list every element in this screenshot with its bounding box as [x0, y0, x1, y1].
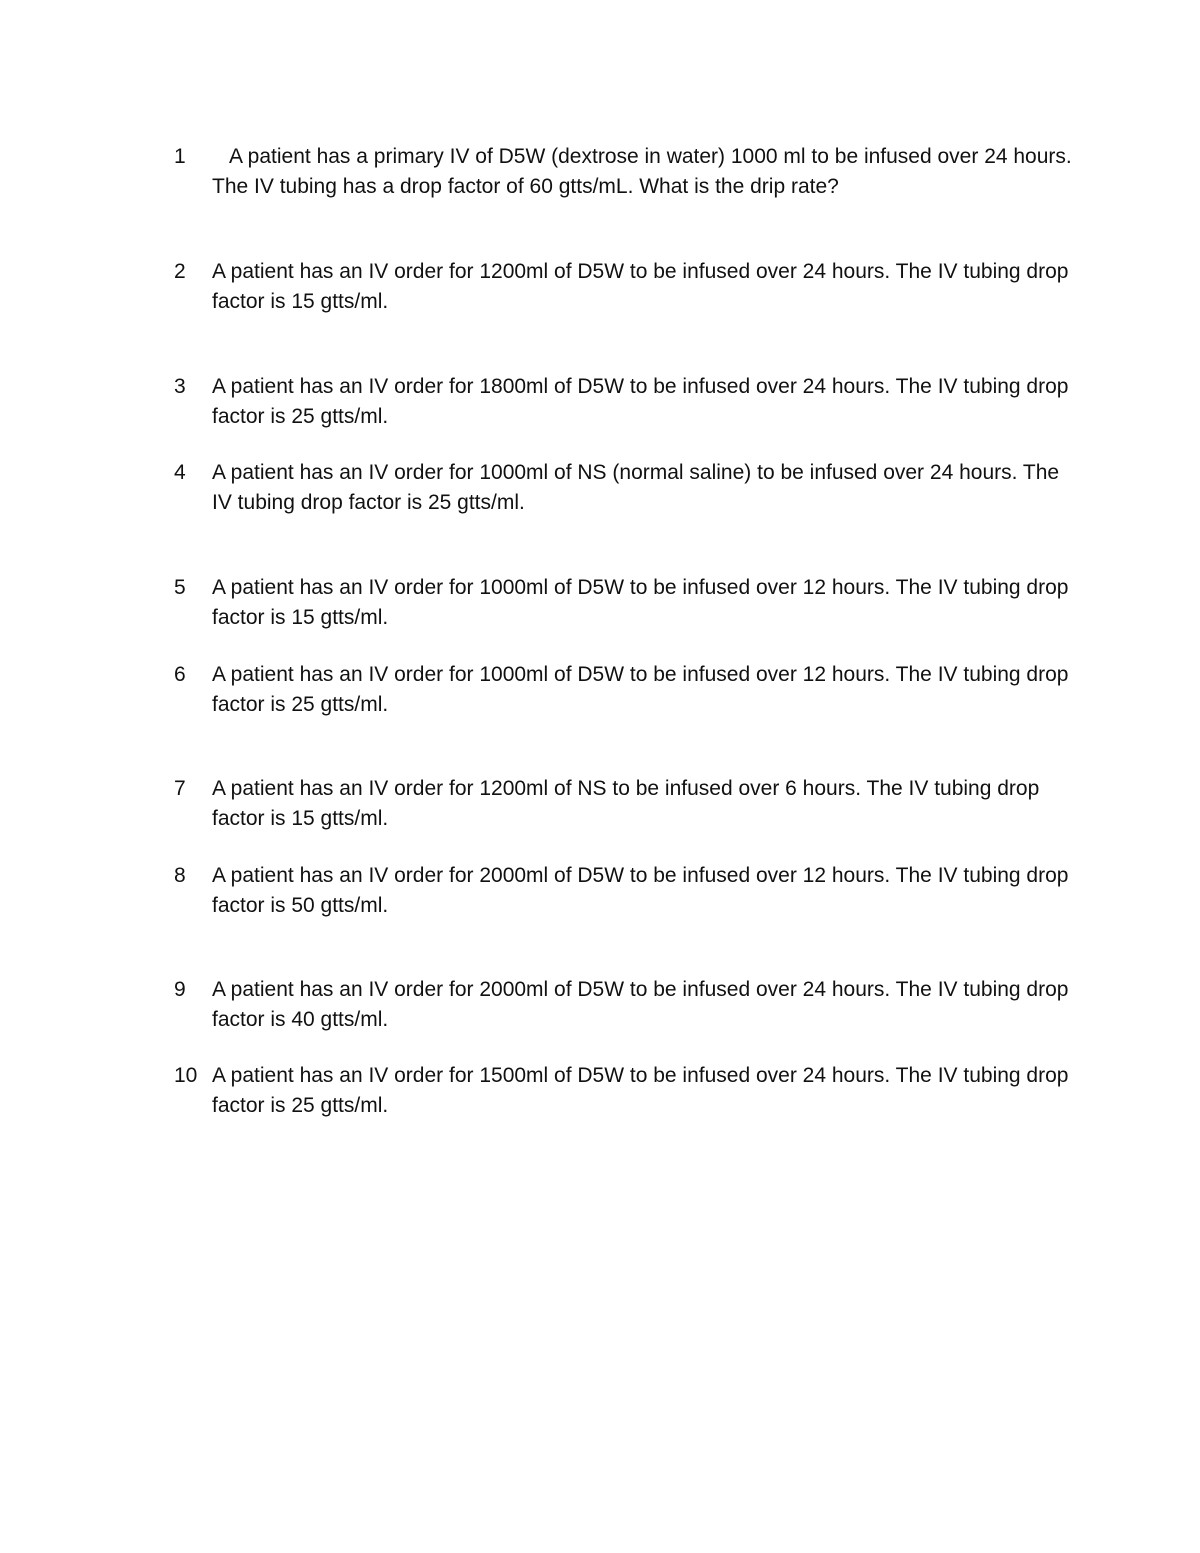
question-item — [174, 372, 1074, 431]
question-text: A patient has a primary IV of D5W (dextrose in water) 1000 ml to be infused over 24 hours. The IV tubing has a drop factor of 60 gtts/mL. What is the drip rate? — [212, 145, 1072, 198]
question-item — [174, 142, 1074, 201]
question-number: 10 — [174, 1064, 198, 1087]
question-text: A patient has an IV order for 1200ml of D5W to be infused over 24 hours. The IV tubing drop factor is 15 gtts/ml. — [212, 260, 1069, 313]
question-item — [174, 975, 1074, 1034]
question-text: A patient has an IV order for 1500ml of D5W to be infused over 24 hours. The IV tubing drop factor is 25 gtts/ml. — [212, 1064, 1069, 1117]
question-item — [174, 774, 1074, 833]
question-item — [174, 257, 1074, 316]
question-text: A patient has an IV order for 1800ml of D5W to be infused over 24 hours. The IV tubing drop factor is 25 gtts/ml. — [212, 375, 1069, 428]
question-text: A patient has an IV order for 1200ml of NS to be infused over 6 hours. The IV tubing drop factor is 15 gtts/ml. — [212, 777, 1040, 830]
question-text: A patient has an IV order for 1000ml of D5W to be infused over 12 hours. The IV tubing drop factor is 15 gtts/ml. — [212, 576, 1069, 629]
question-item — [174, 660, 1074, 719]
question-item — [174, 458, 1074, 517]
question-number: 7 — [174, 777, 186, 800]
question-text: A patient has an IV order for 1000ml of NS (normal saline) to be infused over 24 hours. The IV tubing drop factor is 25 gtts/ml. — [212, 461, 1060, 514]
question-number: 6 — [174, 663, 186, 686]
question-text: A patient has an IV order for 1000ml of D5W to be infused over 12 hours. The IV tubing drop factor is 25 gtts/ml. — [212, 663, 1069, 716]
question-number: 9 — [174, 978, 186, 1001]
question-number: 2 — [174, 260, 186, 283]
question-number: 4 — [174, 461, 186, 484]
question-text: A patient has an IV order for 2000ml of D5W to be infused over 12 hours. The IV tubing drop factor is 50 gtts/ml. — [212, 864, 1069, 917]
question-number: 1 — [174, 145, 186, 168]
question-text: A patient has an IV order for 2000ml of D5W to be infused over 24 hours. The IV tubing drop factor is 40 gtts/ml. — [212, 978, 1069, 1031]
question-item — [174, 573, 1074, 632]
question-number: 8 — [174, 864, 186, 887]
question-number: 3 — [174, 375, 186, 398]
question-item — [174, 1061, 1074, 1120]
question-number: 5 — [174, 576, 186, 599]
question-item — [174, 861, 1074, 920]
